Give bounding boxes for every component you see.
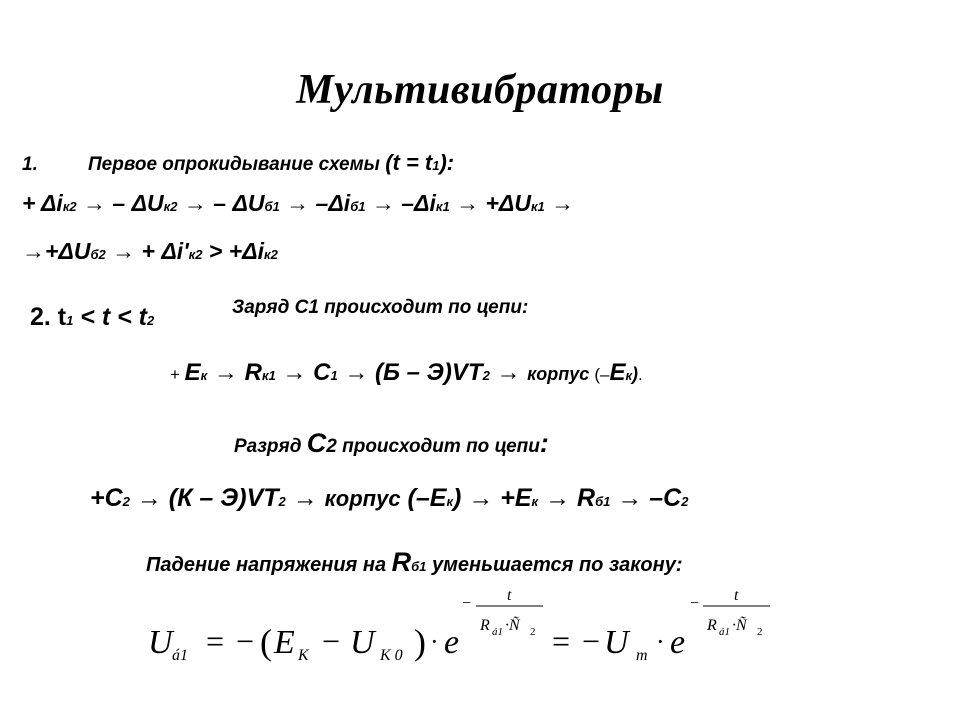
discharge-chain-part: → –C [610, 484, 682, 512]
formula-dot1: · [430, 627, 439, 656]
charge-chain-part: к [200, 368, 208, 383]
chain-line2-part: к2 [188, 247, 203, 262]
chain-line1-part: б1 [350, 199, 366, 214]
chain-line1-part: → – ΔU [76, 190, 164, 216]
chain-line2-part: к2 [263, 247, 278, 262]
chain-line1-part: к2 [163, 199, 178, 214]
formula-exp2-minus: − [690, 595, 700, 612]
formula-exp1-c-sub: 2 [530, 626, 536, 638]
chain-line1-part: к1 [435, 199, 450, 214]
formula-u: U [148, 624, 173, 661]
charge-chain-part: → C [275, 359, 331, 386]
drop-heading-part: R [391, 547, 412, 577]
formula-exp-e2: e [670, 624, 686, 661]
formula-exp2-r: R [707, 617, 717, 634]
charge-chain-part: к [625, 368, 633, 383]
discharge-chain-part: (–E [400, 484, 447, 512]
charge-heading: Заряд С1 происходит по цепи: [232, 297, 529, 318]
formula-exp1-num: t [507, 587, 512, 604]
charge-chain-part: . [638, 365, 643, 384]
formula-exp-e1: e [444, 624, 460, 661]
discharge-chain-part: корпус [324, 486, 401, 511]
formula-e-cap: E [274, 624, 295, 661]
discharge-chain-part: → (К – Э)VT [129, 484, 279, 512]
chain-line1-part: → [544, 190, 575, 216]
step-1-condition: (t = t1): [385, 150, 455, 175]
formula-lparen: ( [260, 622, 272, 662]
discharge-heading-part: C [306, 428, 327, 458]
step-1-number: 1. [22, 154, 38, 175]
discharge-heading-part: 2 происходит по цепи [326, 436, 540, 457]
charge-chain-part: к1 [261, 368, 276, 383]
charge-chain-part: + [170, 365, 185, 384]
formula-exp2-c-sub: 2 [757, 626, 763, 638]
formula-minus3: − [582, 623, 601, 659]
formula-minus2: − [322, 623, 341, 659]
discharge-chain-part: 2 [278, 494, 286, 509]
discharge-chain-part: 2 [122, 494, 130, 509]
chain-line1-part: + Δi [22, 190, 63, 216]
charge-chain-part: E [609, 359, 626, 386]
discharge-chain-part: ) → +E [453, 484, 532, 512]
drop-heading-part: б1 [411, 559, 427, 574]
charge-chain-part: → R [207, 359, 262, 386]
discharge-chain-part: б1 [595, 494, 611, 509]
formula-u0-sub: K 0 [380, 647, 403, 664]
formula-eq1: = [206, 623, 225, 659]
formula-dot2: · [656, 627, 665, 656]
formula-u0: U [350, 624, 375, 661]
chain-line1-part: к1 [530, 199, 545, 214]
charge-chain-part: → [489, 359, 528, 386]
discharge-chain-part: → [285, 484, 325, 512]
charge-chain-part: E [184, 359, 201, 386]
discharge-chain-part: 2 [681, 494, 689, 509]
discharge-chain-part: +C [90, 484, 123, 512]
formula-rparen: ) [414, 622, 426, 662]
chain-line1-part: б1 [264, 199, 280, 214]
formula-exp1-r: R [480, 617, 490, 634]
chain-line1-part: → – ΔU [177, 190, 265, 216]
discharge-heading-part: : [539, 428, 549, 458]
formula-um: U [604, 624, 629, 661]
discharge-chain-part: к [446, 494, 454, 509]
formula-minus1: − [236, 623, 255, 659]
chain-line1-part: → –Δi [279, 190, 351, 216]
chain-line2-part: → + Δi' [105, 238, 189, 264]
formula-e-sub: K [298, 647, 309, 664]
formula-u-sub: á1 [172, 647, 188, 664]
chain-line2-part: →+ΔU [22, 238, 91, 264]
drop-heading-part: Падение напряжения на [146, 554, 392, 576]
drop-heading-part: уменьшается по закону: [426, 554, 683, 576]
formula-exp2-c: ·Ñ [732, 617, 747, 634]
chain-line1-part: к2 [62, 199, 77, 214]
chain-line1-part: → –Δi [365, 190, 436, 216]
formula-exp2-r-sub: á1 [719, 626, 730, 638]
chain-line2-part: > +Δi [202, 238, 264, 264]
charge-chain-part: ) [632, 364, 639, 384]
charge-chain-part: 1 [330, 368, 338, 383]
charge-chain-part: корпус [527, 364, 595, 384]
formula-exp2-num: t [734, 587, 739, 604]
discharge-chain-part: к [531, 494, 539, 509]
page-title: Мультивибраторы [296, 67, 664, 113]
charge-chain-part: → (Б – Э)VT [337, 359, 483, 386]
charge-chain-part: 2 [482, 368, 490, 383]
formula-um-sub: m [636, 647, 648, 664]
chain-line1-part: → +ΔU [449, 190, 531, 216]
formula-exp1-c: ·Ñ [505, 617, 520, 634]
formula-exp1-minus: − [462, 595, 472, 612]
step-2-condition: 2. t1 < t < t2 [30, 303, 155, 331]
chain-line2-part: б2 [90, 247, 106, 262]
formula-eq2: = [552, 623, 571, 659]
formula-exp1-r-sub: á1 [492, 626, 503, 638]
charge-chain-part: (– [594, 365, 610, 384]
discharge-heading-part: Разряд [234, 436, 307, 457]
discharge-chain-part: → R [538, 484, 596, 512]
step-1-text: Первое опрокидывание схемы [88, 154, 380, 175]
